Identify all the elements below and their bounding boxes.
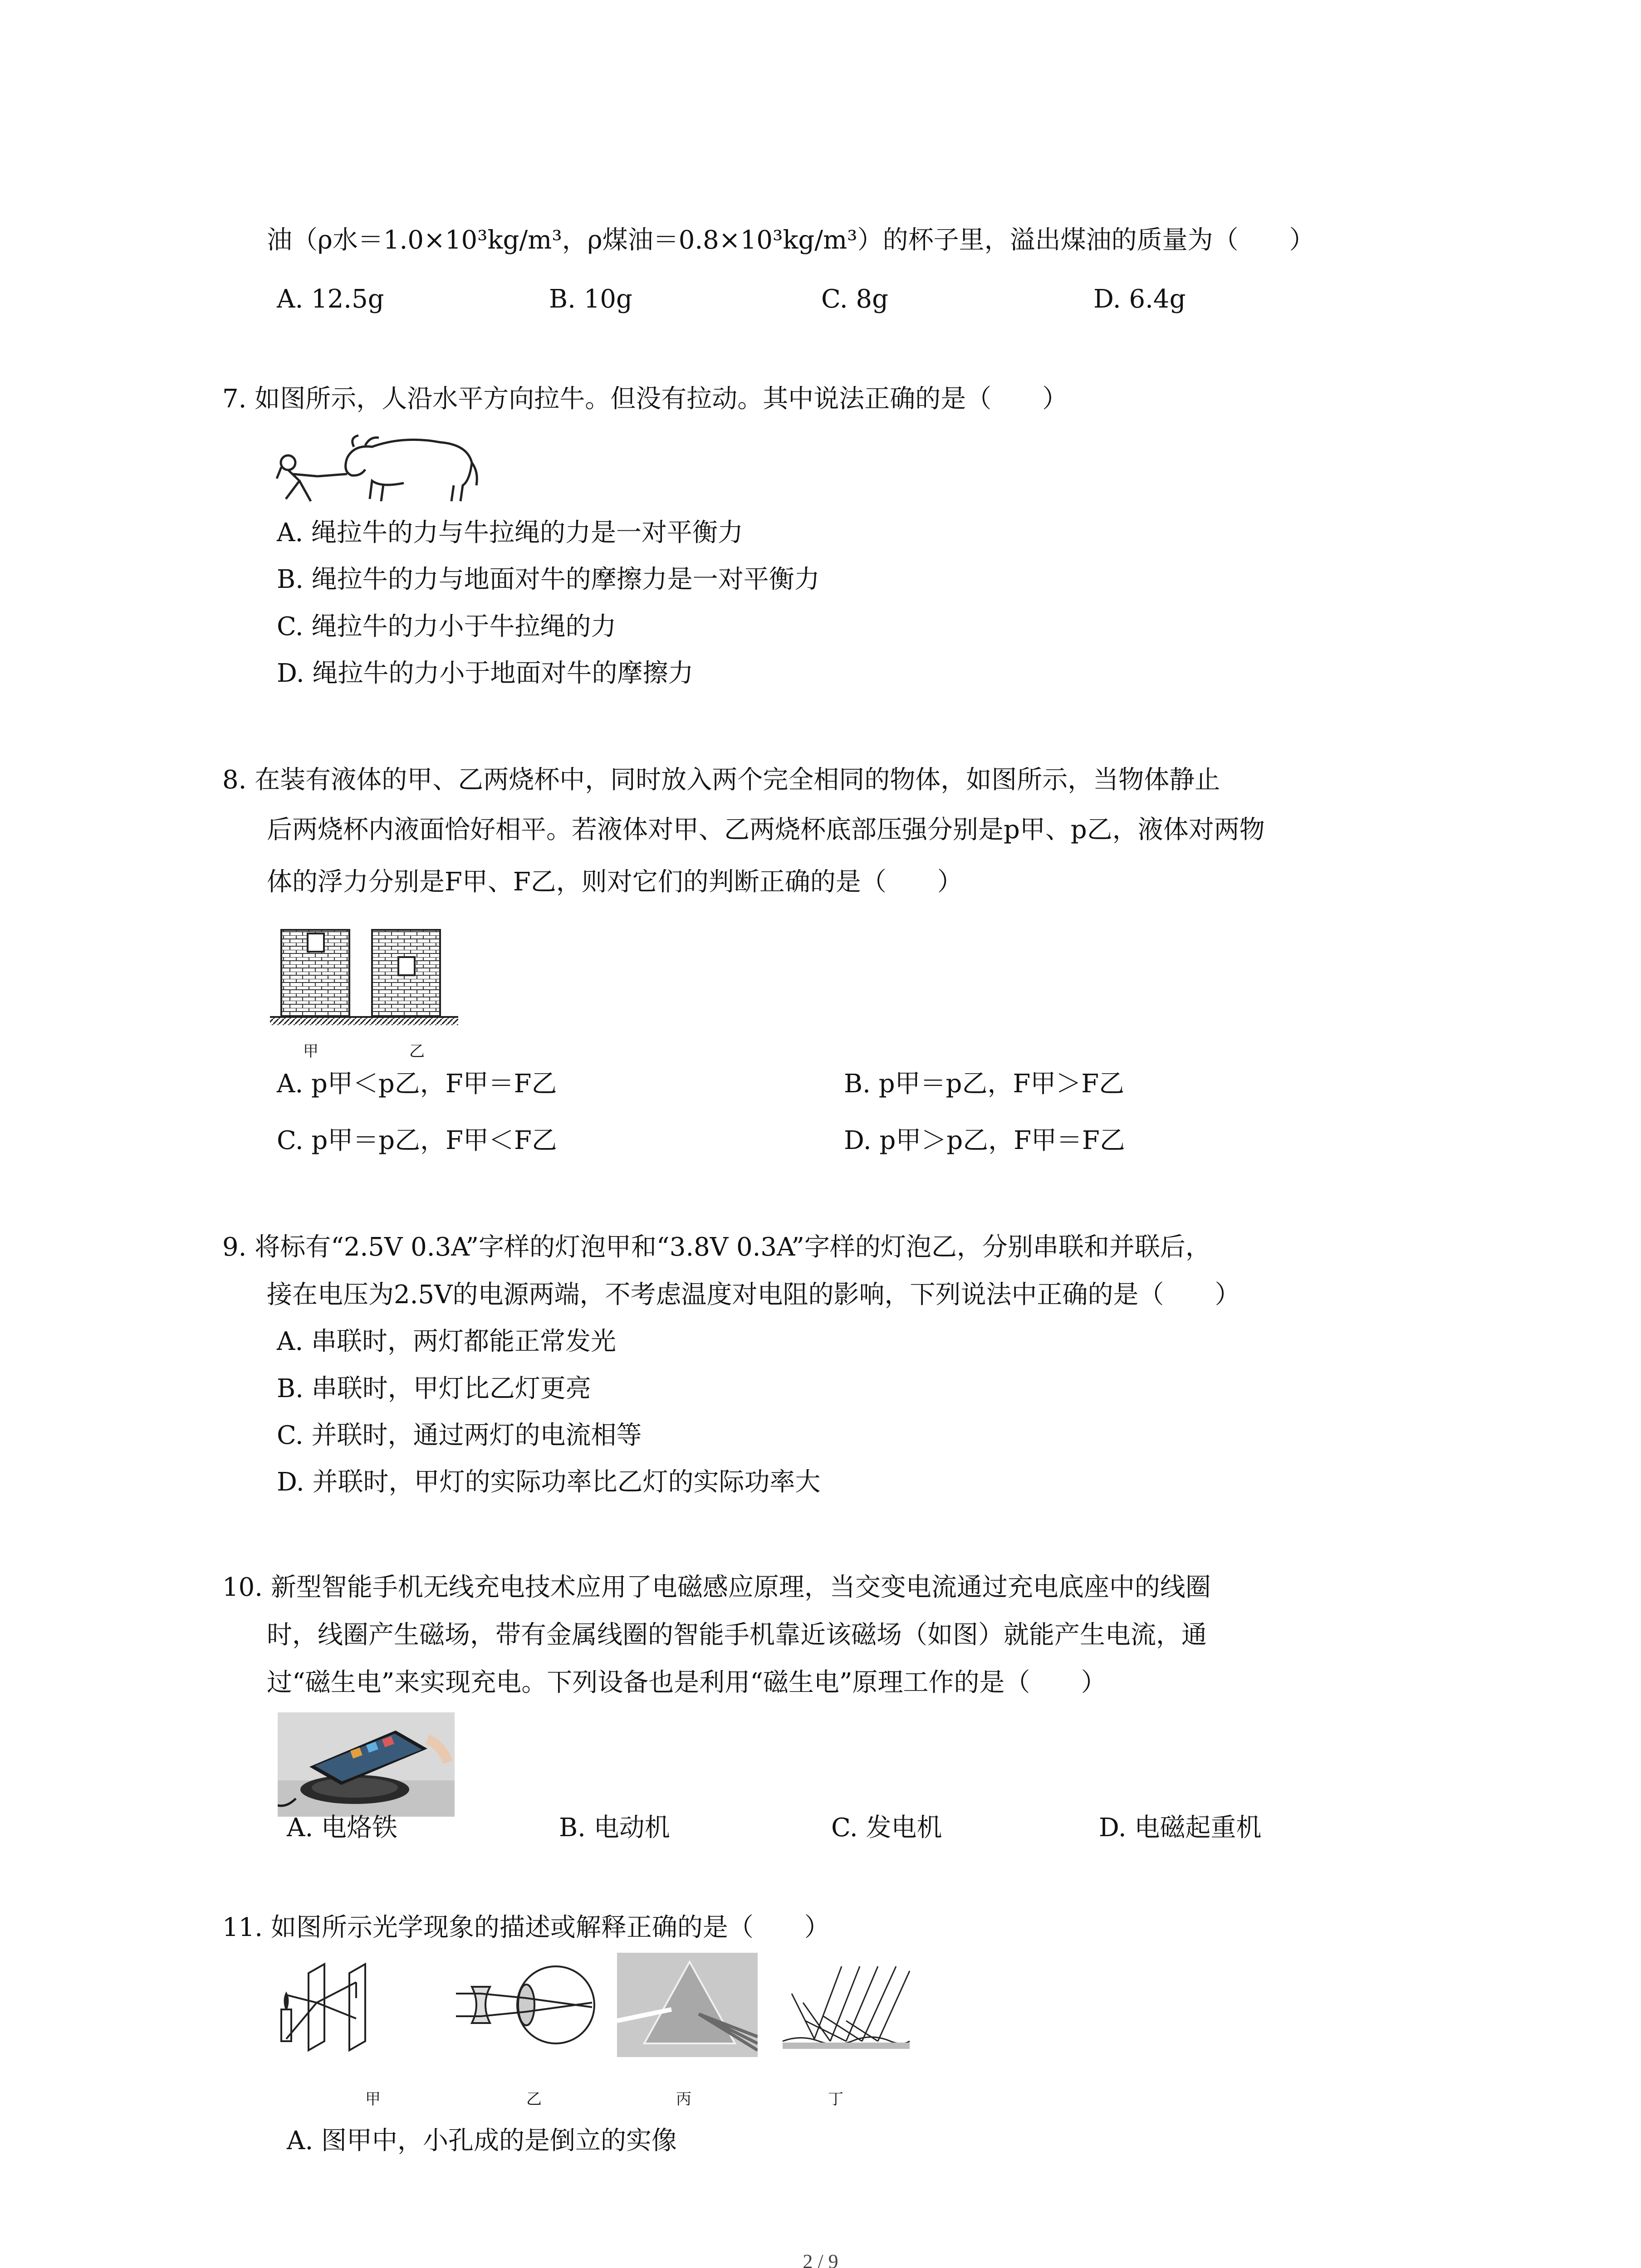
wireless-charging-photo bbox=[278, 1712, 455, 1817]
q8-option-a[interactable]: A. p甲＜p乙，F甲＝F乙 bbox=[277, 1069, 557, 1099]
q10-option-a[interactable]: A. 电烙铁 bbox=[287, 1813, 398, 1843]
q7-stem: 7. 如图所示，人沿水平方向拉牛。但没有拉动。其中说法正确的是（ ） bbox=[222, 384, 1068, 414]
diffuse-reflection-figure bbox=[774, 1953, 914, 2057]
q10-stem-line3: 过“磁生电”来实现充电。下列设备也是利用“磁生电”原理工作的是（ ） bbox=[267, 1668, 1107, 1697]
q6-option-b[interactable]: B. 10g bbox=[549, 284, 632, 314]
q11-label-bing: 丙 bbox=[676, 2090, 691, 2108]
q9-option-b[interactable]: B. 串联时，甲灯比乙灯更亮 bbox=[277, 1374, 591, 1403]
q11-label-jia: 甲 bbox=[365, 2090, 381, 2108]
q7-option-c[interactable]: C. 绳拉牛的力小于牛拉绳的力 bbox=[277, 612, 617, 641]
prism-dispersion-figure bbox=[617, 1953, 758, 2057]
q10-stem-line1: 10. 新型智能手机无线充电技术应用了电磁感应原理，当交变电流通过充电底座中的线圈 bbox=[222, 1573, 1211, 1602]
q6-option-d[interactable]: D. 6.4g bbox=[1093, 284, 1186, 314]
q10-stem-line2: 时，线圈产生磁场，带有金属线圈的智能手机靠近该磁场（如图）就能产生电流，通 bbox=[267, 1620, 1207, 1650]
q8-option-b[interactable]: B. p甲＝p乙，F甲＞F乙 bbox=[844, 1069, 1125, 1099]
q6-option-c[interactable]: C. 8g bbox=[821, 284, 888, 314]
q11-label-ding: 丁 bbox=[828, 2090, 843, 2108]
q11-label-yi: 乙 bbox=[526, 2090, 542, 2108]
pinhole-camera-figure bbox=[272, 1955, 381, 2055]
q8-stem-line1: 8. 在装有液体的甲、乙两烧杯中，同时放入两个完全相同的物体，如图所示，当物体静止 bbox=[222, 765, 1220, 795]
q11-option-a[interactable]: A. 图甲中，小孔成的是倒立的实像 bbox=[287, 2126, 677, 2156]
two-beakers-figure bbox=[268, 921, 467, 1030]
man-pulling-ox-figure bbox=[268, 426, 485, 508]
q7-option-d[interactable]: D. 绳拉牛的力小于地面对牛的摩擦力 bbox=[277, 659, 694, 688]
q8-label-jia: 甲 bbox=[303, 1042, 318, 1061]
q8-option-c[interactable]: C. p甲＝p乙，F甲＜F乙 bbox=[277, 1126, 557, 1155]
q9-stem-line2: 接在电压为2.5V的电源两端，不考虑温度对电阻的影响，下列说法中正确的是（ ） bbox=[267, 1280, 1240, 1310]
q9-option-d[interactable]: D. 并联时，甲灯的实际功率比乙灯的实际功率大 bbox=[277, 1467, 821, 1497]
q10-option-b[interactable]: B. 电动机 bbox=[559, 1813, 670, 1843]
eye-lens-figure bbox=[454, 1955, 603, 2055]
q6-stem-continuation: 油（ρ水＝1.0×10³kg/m³，ρ煤油＝0.8×10³kg/m³）的杯子里，溢出煤油的质量为（ ） bbox=[267, 225, 1315, 255]
q8-stem-line3: 体的浮力分别是F甲、F乙，则对它们的判断正确的是（ ） bbox=[267, 867, 963, 897]
q6-option-a[interactable]: A. 12.5g bbox=[277, 284, 384, 314]
q9-stem-line1: 9. 将标有“2.5V 0.3A”字样的灯泡甲和“3.8V 0.3A”字样的灯泡乙，分别串联和并联后， bbox=[222, 1232, 1211, 1262]
q10-option-d[interactable]: D. 电磁起重机 bbox=[1099, 1813, 1262, 1843]
q7-option-b[interactable]: B. 绳拉牛的力与地面对牛的摩擦力是一对平衡力 bbox=[277, 565, 820, 594]
q8-label-yi: 乙 bbox=[409, 1042, 425, 1061]
q11-stem: 11. 如图所示光学现象的描述或解释正确的是（ ） bbox=[222, 1913, 830, 1942]
q8-option-d[interactable]: D. p甲＞p乙，F甲＝F乙 bbox=[844, 1126, 1125, 1155]
q10-option-c[interactable]: C. 发电机 bbox=[831, 1813, 942, 1843]
q9-option-c[interactable]: C. 并联时，通过两灯的电流相等 bbox=[277, 1421, 642, 1450]
q9-option-a[interactable]: A. 串联时，两灯都能正常发光 bbox=[277, 1327, 617, 1356]
page-number: 2 / 9 bbox=[803, 2250, 838, 2268]
q8-stem-line2: 后两烧杯内液面恰好相平。若液体对甲、乙两烧杯底部压强分别是p甲、p乙，液体对两物 bbox=[267, 815, 1265, 845]
q7-option-a[interactable]: A. 绳拉牛的力与牛拉绳的力是一对平衡力 bbox=[277, 518, 744, 547]
